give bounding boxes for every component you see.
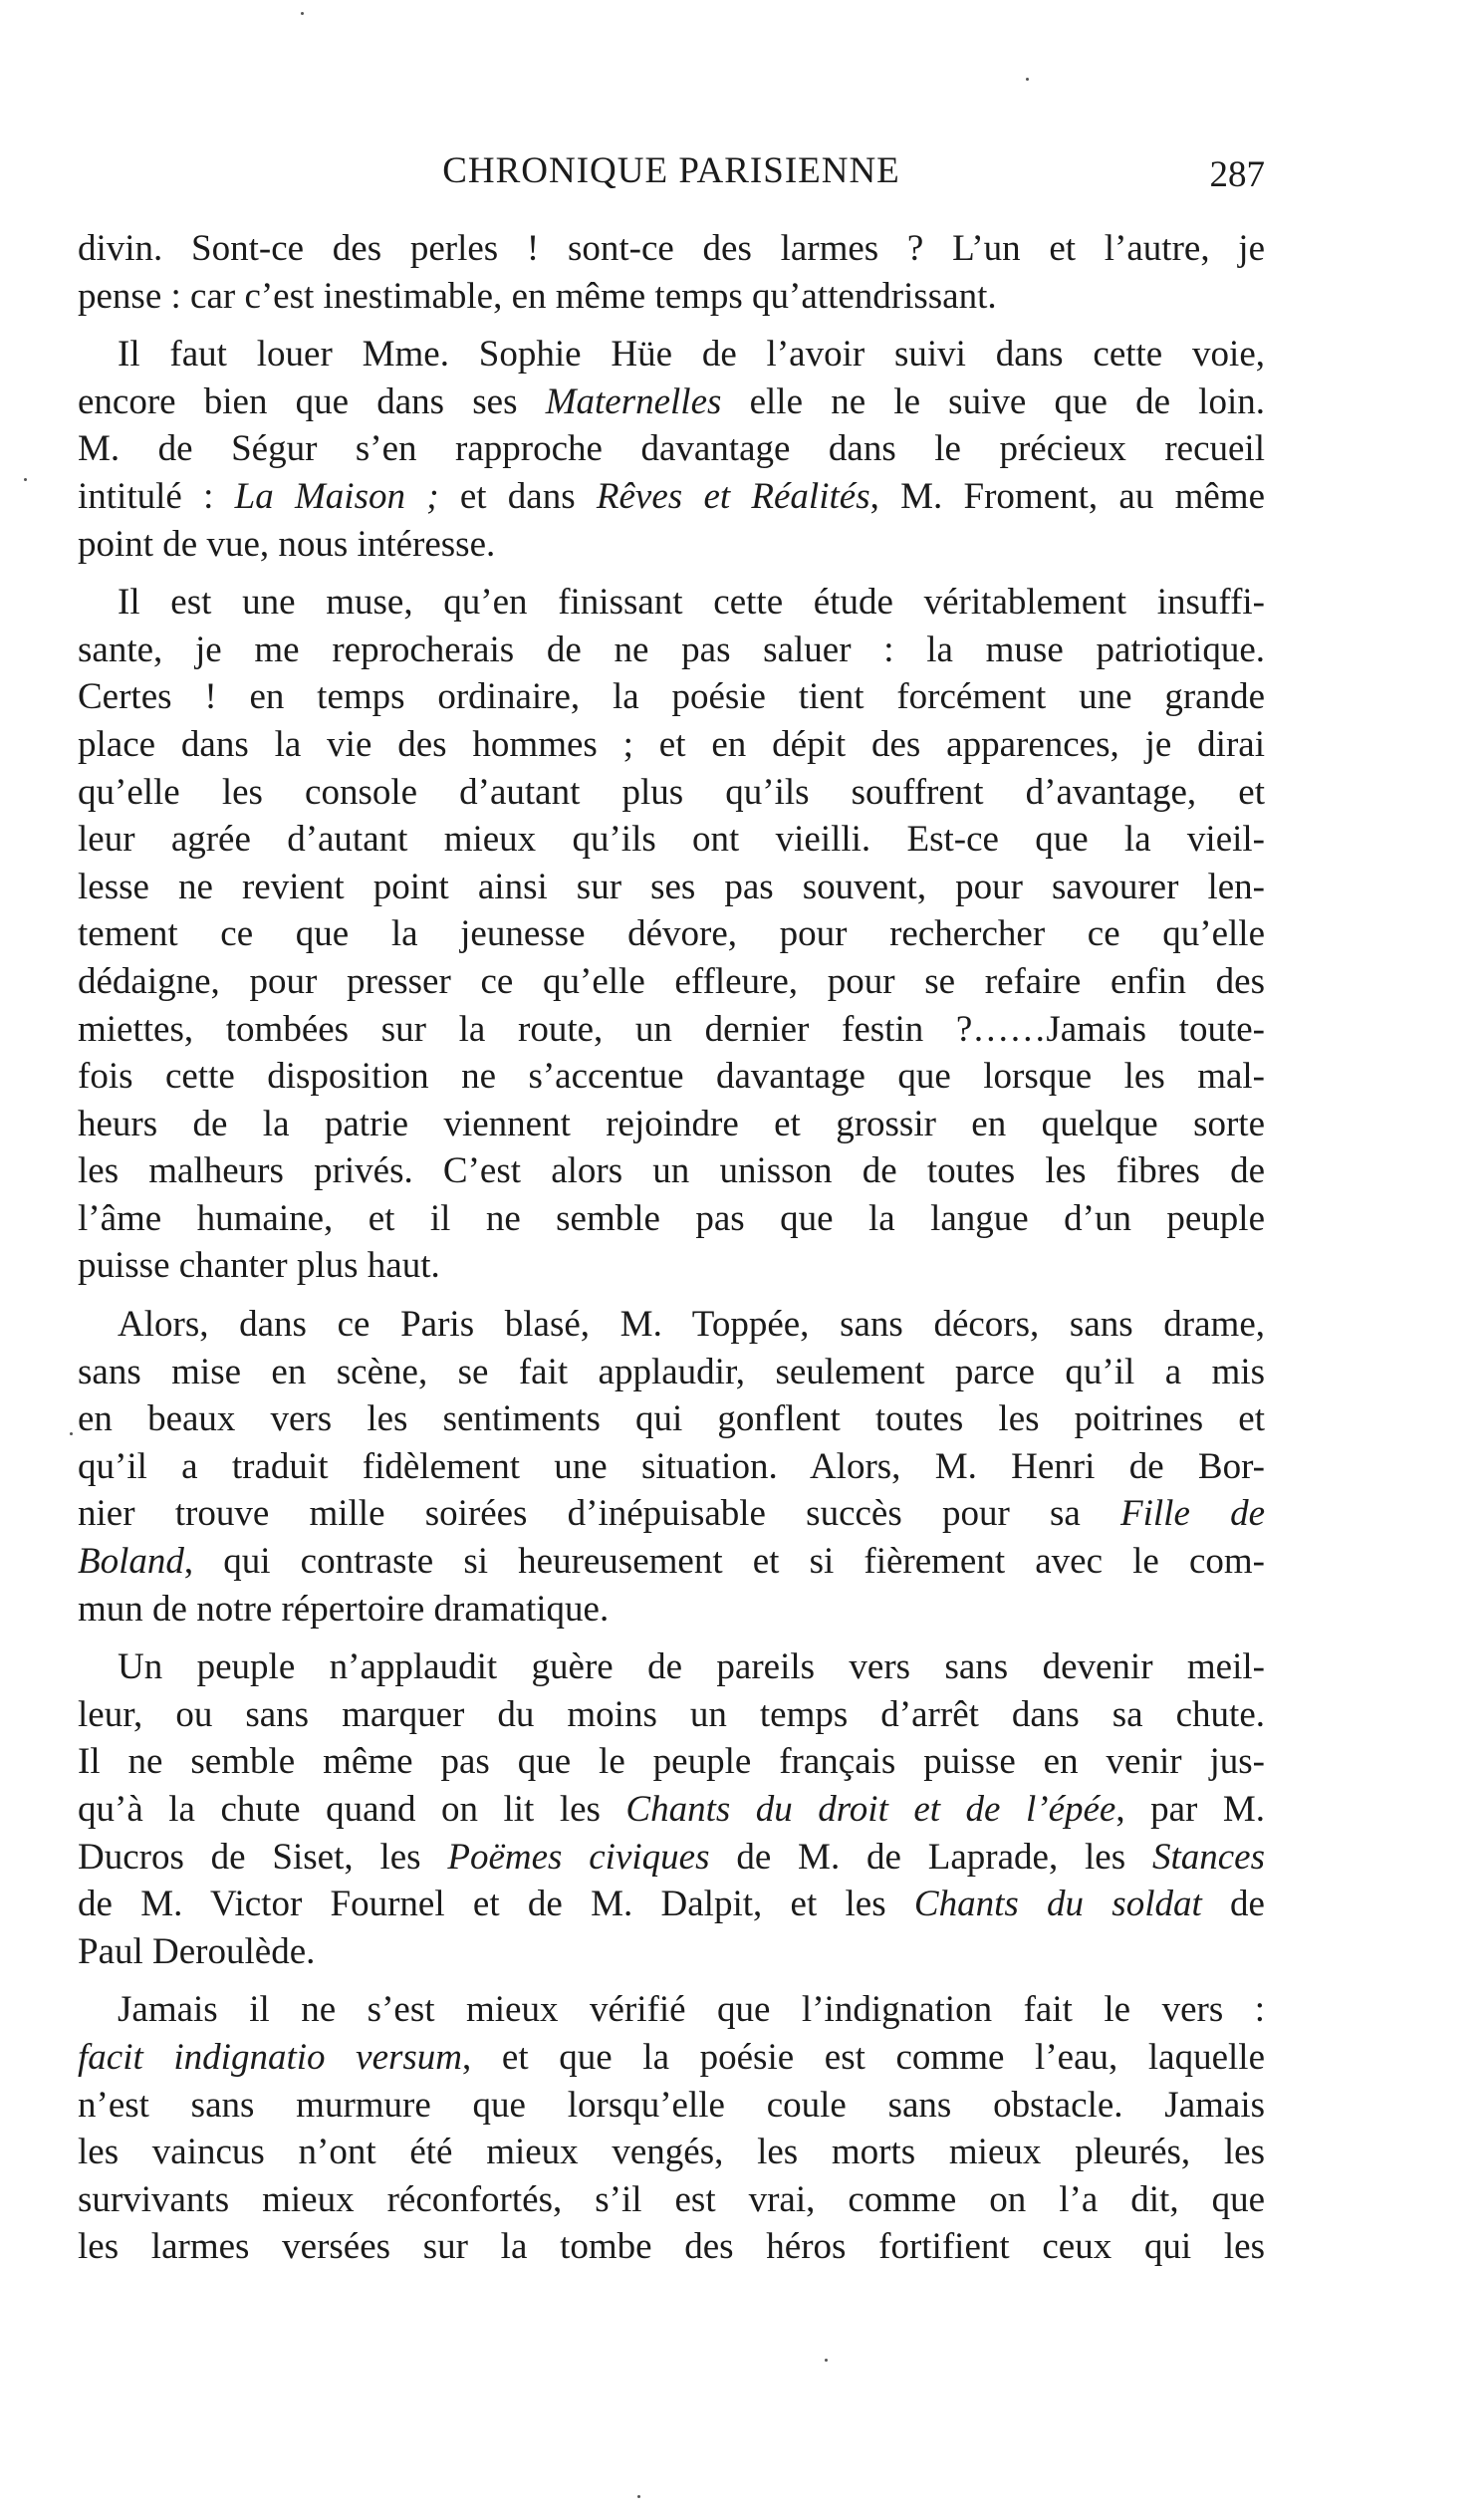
text-line: puisse chanter plus haut. <box>78 1245 440 1287</box>
text-line: en beaux vers les sentiments qui gonflent toutes les poitrines et <box>78 1398 1265 1440</box>
scan-speck <box>825 2359 828 2362</box>
paragraph-4 <box>78 1301 1265 1633</box>
text-line: pense : car c’est inestimable, en même temps qu’attendrissant. <box>78 275 997 317</box>
text-line <box>78 1834 1265 1882</box>
italic-title: Rêves et Réalités <box>596 475 870 517</box>
italic-title: Stances <box>1151 1836 1265 1878</box>
scan-speck <box>24 478 27 481</box>
text-line: fois cette disposition ne s’accentue davantage que lorsque les mal- <box>78 1056 1265 1098</box>
text-line: qu’elle les console d’autant plus qu’ils souffrent d’avantage, et <box>78 771 1265 813</box>
text-line: mun de notre répertoire dramatique. <box>78 1588 610 1630</box>
italic-title: Fille de <box>1120 1493 1265 1535</box>
text-line <box>78 473 1265 521</box>
text-span: qu’à la chute quand on lit les <box>78 1789 626 1830</box>
text-line <box>78 2034 1265 2082</box>
text-line: Alors, dans ce Paris blasé, M. Toppée, sans décors, sans drame, <box>118 1304 1265 1346</box>
text-span: elle ne le suive que de loin. <box>721 380 1265 422</box>
italic-title: Chants du soldat <box>913 1884 1202 1925</box>
text-line: qu’il a traduit fidèlement une situation. Alors, M. Henri de Bor- <box>78 1445 1265 1487</box>
italic-title: La Maison ; <box>234 475 439 517</box>
text-line: l’âme humaine, et il ne semble pas que la langue d’un peuple <box>78 1197 1265 1239</box>
text-span: , M. Froment, au même <box>869 475 1266 517</box>
text-span: , qui contraste si heureusement et si fièrement avec le com- <box>183 1541 1265 1583</box>
text-line: sante, je me reprocherais de ne pas saluer : la muse patriotique. <box>78 629 1265 670</box>
text-line: heurs de la patrie viennent rejoindre et grossir en quelque sorte <box>78 1103 1265 1144</box>
italic-title: Chants du droit et de l’épée <box>625 1789 1116 1830</box>
scan-speck <box>1026 78 1029 81</box>
text-span: Ducros de Siset, les <box>78 1836 448 1878</box>
text-line: les vaincus n’ont été mieux vengés, les morts mieux pleurés, les <box>78 2132 1265 2173</box>
text-line: Certes ! en temps ordinaire, la poésie tient forcément une grande <box>78 676 1265 718</box>
body-text <box>78 225 1265 2282</box>
text-line: Il ne semble même pas que le peuple français puisse en venir jus- <box>78 1741 1265 1783</box>
italic-title: Boland <box>78 1541 184 1583</box>
text-line <box>78 1490 1265 1538</box>
paragraph-1 <box>78 225 1265 320</box>
italic-quote: facit indignatio versum <box>78 2036 463 2078</box>
text-line <box>78 1881 1265 1928</box>
text-line: n’est sans murmure que lorsqu’elle coule sans obstacle. Jamais <box>78 2084 1265 2126</box>
text-line: dédaigne, pour presser ce qu’elle effleure, pour se refaire enfin des <box>78 960 1265 1002</box>
text-line: miettes, tombées sur la route, un dernier festin ?……Jamais toute- <box>78 1008 1265 1050</box>
text-line: les larmes versées sur la tombe des héros fortifient ceux qui les <box>78 2226 1265 2268</box>
text-line: M. de Ségur s’en rapproche davantage dans le précieux recueil <box>78 428 1265 470</box>
text-span: , par M. <box>1115 1789 1265 1830</box>
scan-speck <box>70 1432 73 1435</box>
text-span: encore bien que dans ses <box>78 380 546 422</box>
text-span: nier trouve mille soirées d’inépuisable succès pour sa <box>78 1493 1120 1535</box>
text-line: Jamais il ne s’est mieux vérifié que l’indignation fait le vers : <box>118 1989 1265 2031</box>
page-number: 287 <box>1209 154 1265 195</box>
text-span: de <box>1201 1884 1265 1925</box>
text-line: divin. Sont-ce des perles ! sont-ce des larmes ? L’un et l’autre, je <box>78 228 1265 269</box>
text-line: Un peuple n’applaudit guère de pareils vers sans devenir meil- <box>118 1646 1265 1688</box>
text-line <box>78 378 1265 426</box>
text-span: et dans <box>438 475 597 517</box>
text-line: Paul Deroulède. <box>78 1930 316 1972</box>
text-span: , et que la poésie est comme l’eau, laquelle <box>462 2036 1265 2078</box>
text-line: place dans la vie des hommes ; et en dépit des apparences, je dirai <box>78 723 1265 765</box>
paragraph-6 <box>78 1986 1265 2271</box>
text-line: Il est une muse, qu’en finissant cette étude véritablement insuffi- <box>118 582 1265 624</box>
text-line: les malheurs privés. C’est alors un unisson de toutes les fibres de <box>78 1150 1265 1192</box>
text-line <box>78 1538 1265 1586</box>
paragraph-2 <box>78 331 1265 568</box>
scan-speck <box>637 2495 640 2498</box>
text-line <box>78 1786 1265 1834</box>
italic-title: Poëmes civiques <box>447 1836 710 1878</box>
italic-title: Maternelles <box>545 380 722 422</box>
paragraph-5 <box>78 1643 1265 1975</box>
running-head: CHRONIQUE PARISIENNE <box>442 150 900 191</box>
scan-speck <box>301 12 304 15</box>
paragraph-3 <box>78 579 1265 1290</box>
text-line: leur agrée d’autant mieux qu’ils ont vieilli. Est-ce que la vieil- <box>78 819 1265 861</box>
text-line: leur, ou sans marquer du moins un temps d’arrêt dans sa chute. <box>78 1693 1265 1735</box>
text-line: tement ce que la jeunesse dévore, pour rechercher ce qu’elle <box>78 913 1265 955</box>
text-line: sans mise en scène, se fait applaudir, seulement parce qu’il a mis <box>78 1351 1265 1392</box>
text-span: intitulé : <box>78 475 235 517</box>
page-header <box>78 149 1265 209</box>
text-line: point de vue, nous intéresse. <box>78 523 496 565</box>
text-line: Il faut louer Mme. Sophie Hüe de l’avoir suivi dans cette voie, <box>118 334 1265 376</box>
text-line: survivants mieux réconfortés, s’il est vrai, comme on l’a dit, que <box>78 2178 1265 2220</box>
text-span: de M. de Laprade, les <box>709 1836 1152 1878</box>
text-span: de M. Victor Fournel et de M. Dalpit, et les <box>78 1884 914 1925</box>
text-line: lesse ne revient point ainsi sur ses pas souvent, pour savourer len- <box>78 866 1265 907</box>
